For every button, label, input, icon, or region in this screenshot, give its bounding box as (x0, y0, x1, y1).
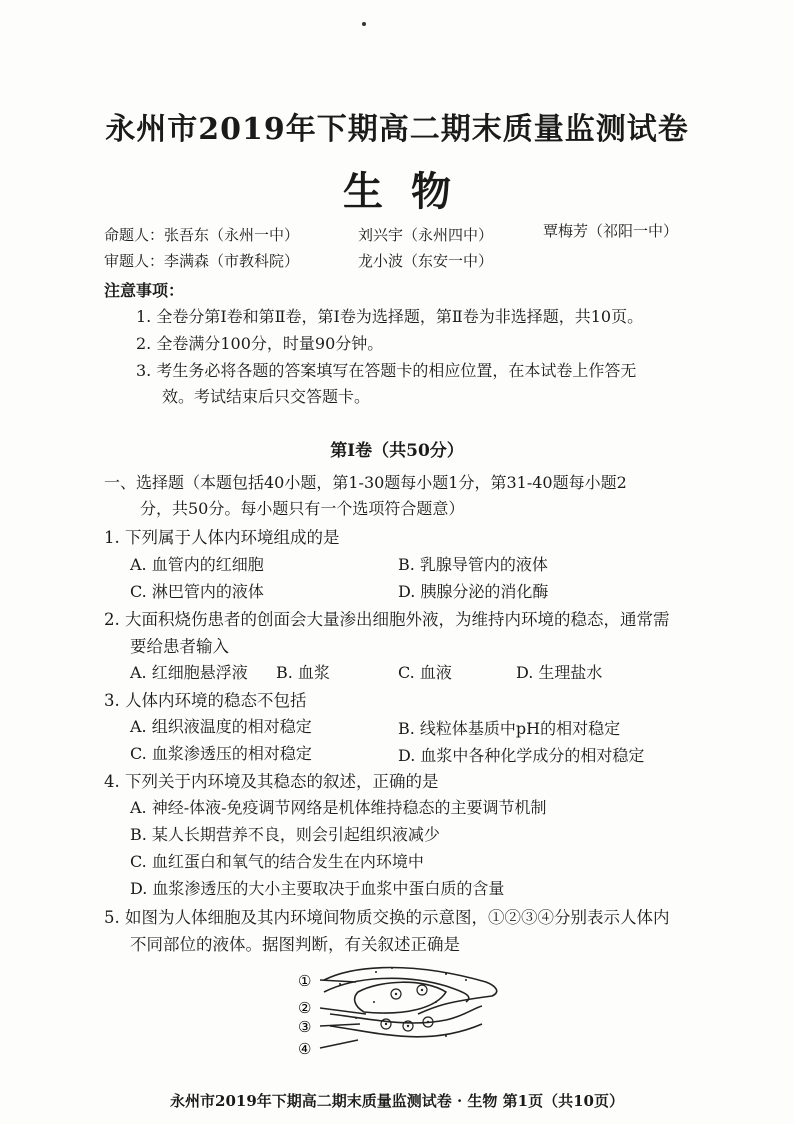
setter-2: 刘兴宇（永州四中） (358, 226, 494, 244)
note-1: 1. 全卷分第Ⅰ卷和第Ⅱ卷，第Ⅰ卷为选择题，第Ⅱ卷为非选择题，共10页。 (136, 307, 644, 326)
note-3: 3. 考生务必将各题的答案填写在答题卡的相应位置，在本试卷上作答无 (136, 361, 637, 380)
q2-option-b: B. 血浆 (276, 663, 330, 682)
q3-option-b: B. 线粒体基质中pH的相对稳定 (398, 719, 621, 738)
note-2: 2. 全卷满分100分，时量90分钟。 (136, 334, 384, 353)
subject-title: 生物 (343, 168, 479, 215)
question-5-stem-cont: 不同部位的液体。据图判断，有关叙述正确是 (130, 935, 460, 954)
setter-1: 张吾东（永州一中） (164, 226, 300, 244)
print-speck (362, 22, 366, 26)
q2-option-d: D. 生理盐水 (516, 663, 603, 682)
q4-option-c: C. 血红蛋白和氧气的结合发生在内环境中 (130, 852, 424, 871)
figure-label-2: ② (298, 999, 312, 1017)
q2-option-c: C. 血液 (398, 663, 452, 682)
figure-label-1: ① (298, 972, 312, 990)
q3-option-d: D. 血浆中各种化学成分的相对稳定 (398, 746, 645, 765)
question-2-stem: 2. 大面积烧伤患者的创面会大量渗出细胞外液，为维持内环境的稳态，通常需 (104, 610, 670, 629)
section-intro-1: 一、选择题（本题包括40小题，第1-30题每小题1分，第31-40题每小题2 (104, 473, 627, 492)
figure-label-4: ④ (298, 1040, 312, 1058)
body-fluid-exchange-diagram (296, 962, 506, 1062)
section-intro-2: 分，共50分。每小题只有一个选项符合题意） (140, 499, 465, 518)
reviewer-1: 李满森（市教科院） (164, 252, 300, 270)
reviewer-label: 审题人： (104, 252, 165, 270)
q4-option-d: D. 血浆渗透压的大小主要取决于血浆中蛋白质的含量 (130, 879, 505, 898)
q1-option-b: B. 乳腺导管内的液体 (398, 555, 548, 574)
note-3-cont: 效。考试结束后只交答题卡。 (162, 387, 371, 406)
setter-3: 覃梅芳（祁阳一中） (543, 222, 679, 240)
question-5-stem: 5. 如图为人体细胞及其内环境间物质交换的示意图，①②③④分别表示人体内 (104, 908, 670, 927)
q1-option-a: A. 血管内的红细胞 (130, 555, 264, 574)
question-1-stem: 1. 下列属于人体内环境组成的是 (104, 528, 340, 547)
exam-title: 永州市2019年下期高二期末质量监测试卷 (105, 112, 689, 147)
page-footer: 永州市2019年下期高二期末质量监测试卷 · 生物 第1页（共10页） (170, 1092, 624, 1110)
notes-heading: 注意事项： (104, 281, 185, 300)
setter-label: 命题人： (104, 226, 165, 244)
section-title: 第Ⅰ卷（共50分） (330, 441, 464, 461)
q1-option-d: D. 胰腺分泌的消化酶 (398, 582, 549, 601)
q1-option-c: C. 淋巴管内的液体 (130, 582, 264, 601)
q4-option-b: B. 某人长期营养不良，则会引起组织液减少 (130, 825, 440, 844)
q4-option-a: A. 神经-体液-免疫调节网络是机体维持稳态的主要调节机制 (130, 798, 547, 817)
reviewer-2: 龙小波（东安一中） (358, 252, 494, 270)
q2-option-a: A. 红细胞悬浮液 (130, 663, 248, 682)
question-3-stem: 3. 人体内环境的稳态不包括 (104, 691, 307, 710)
figure-label-3: ③ (298, 1018, 312, 1036)
question-4-stem: 4. 下列关于内环境及其稳态的叙述，正确的是 (104, 772, 439, 791)
q3-option-a: A. 组织液温度的相对稳定 (130, 717, 312, 736)
q3-option-c: C. 血浆渗透压的相对稳定 (130, 744, 312, 763)
question-2-stem-cont: 要给患者输入 (130, 637, 229, 656)
